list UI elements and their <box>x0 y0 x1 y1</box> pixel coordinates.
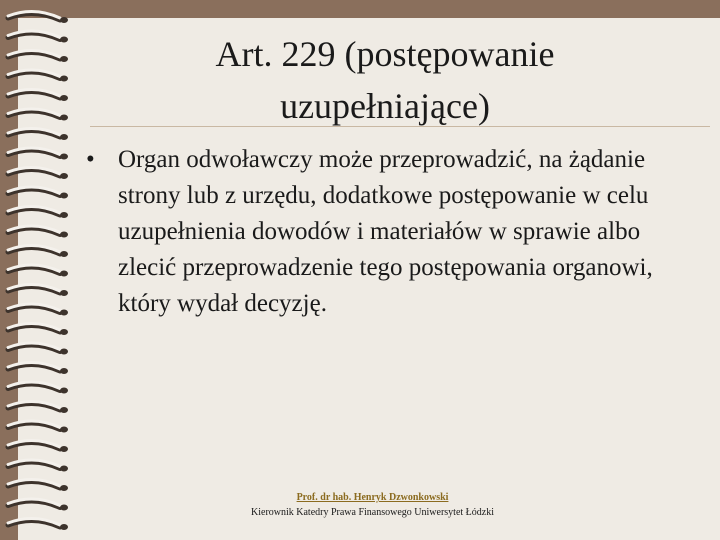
binding-ring <box>8 401 68 413</box>
binding-ring <box>8 50 68 62</box>
author-institution: Kierownik Katedry Prawa Finansowego Uniwersytet Łódzki <box>251 507 494 518</box>
slide-footer <box>200 490 545 520</box>
slide-body <box>86 142 696 322</box>
binding-ring <box>8 206 68 218</box>
spiral-binding-icon <box>0 0 80 540</box>
bullet-text: Organ odwoławczy może przeprowadzić, na żądanie strony lub z urzędu, dodatkowe postępowanie w celu uzupełnienia dowodów i materiałów w sprawie albo zlecić przeprowadzenie tego postępowania organowi, który wydał decyzję. <box>118 146 653 317</box>
slide-title <box>100 28 670 132</box>
bullet-item <box>86 142 696 322</box>
binding-ring <box>8 460 68 472</box>
binding-ring <box>8 89 68 101</box>
binding-ring <box>8 440 68 452</box>
binding-ring <box>8 70 68 82</box>
binding-ring <box>8 226 68 238</box>
author-link[interactable]: Prof. dr hab. Henryk Dzwonkowski <box>296 492 449 503</box>
bullet-marker: • <box>86 146 95 173</box>
binding-ring <box>8 362 68 374</box>
title-line-2: uzupełniające) <box>280 86 490 126</box>
binding-ring <box>8 187 68 199</box>
binding-ring <box>8 343 68 355</box>
binding-ring <box>8 11 68 23</box>
binding-ring <box>8 499 68 511</box>
binding-ring <box>8 479 68 491</box>
binding-ring <box>8 518 68 530</box>
binding-ring <box>8 128 68 140</box>
title-divider <box>90 126 710 127</box>
binding-ring <box>8 245 68 257</box>
title-line-1: Art. 229 (postępowanie <box>215 34 555 74</box>
binding-ring <box>8 304 68 316</box>
binding-ring <box>8 167 68 179</box>
binding-ring <box>8 284 68 296</box>
binding-ring <box>8 323 68 335</box>
binding-ring <box>8 265 68 277</box>
binding-ring <box>8 148 68 160</box>
binding-ring <box>8 31 68 43</box>
binding-ring <box>8 382 68 394</box>
binding-ring <box>8 421 68 433</box>
binding-ring <box>8 109 68 121</box>
